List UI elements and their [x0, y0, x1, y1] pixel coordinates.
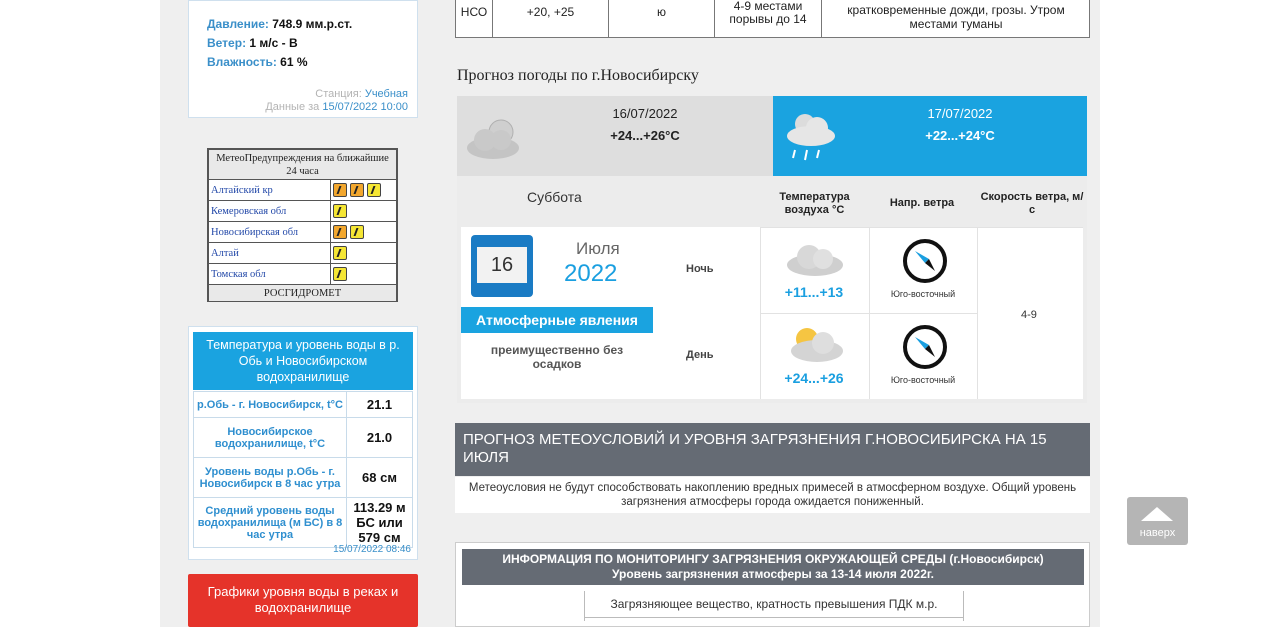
table-row: Уровень воды р.Обь - г. Новосибирск в 8 час утра 68 см: [194, 458, 413, 498]
atmospheric-description: преимущественно без осадков: [490, 343, 624, 371]
calendar-icon: [471, 235, 533, 297]
forecast-day-tab[interactable]: 16/07/2022 +24...+26°C: [457, 96, 773, 176]
humidity-row: Влажность: 61 %: [207, 55, 308, 69]
compass-icon: [901, 237, 949, 285]
forecast-title: Прогноз погоды по г.Новосибирску: [457, 67, 699, 84]
column-dir-header: Напр. ветра: [889, 197, 955, 209]
weekday-label: Суббота: [527, 189, 582, 205]
warning-icon: [350, 183, 364, 197]
pollution-forecast-text: Метеоусловия не будут способствовать накоплению вредных примесей в атмосферном воздухе. Общий уровень загрязнения атмосферы города ожидается пониженный.: [455, 477, 1090, 513]
cloud-icon: [783, 237, 845, 279]
column-speed-header: Скорость ветра, м/с: [980, 191, 1084, 216]
warning-icon: [333, 204, 347, 218]
column-temp-header: Температура воздуха °C: [779, 191, 850, 216]
warning-icon: [333, 183, 347, 197]
warning-row: [209, 201, 397, 222]
warning-region-link[interactable]: Томская обл: [209, 264, 331, 285]
pressure-value: 748.9 мм.р.ст.: [272, 17, 353, 31]
cloud-sun-icon: [783, 323, 845, 365]
compass-icon: [901, 323, 949, 371]
month-label: Июля: [576, 239, 620, 258]
water-level-panel: [188, 326, 418, 560]
back-to-top-button[interactable]: наверх: [1127, 497, 1188, 545]
warning-row: [209, 222, 397, 243]
meteo-warnings-table: [207, 148, 398, 302]
arrow-up-icon: [1141, 507, 1173, 521]
night-wind-direction: Юго-восточный: [890, 289, 956, 299]
water-panel-title: Температура и уровень воды в р. Обь и Новосибирском водохранилище: [193, 332, 413, 390]
day-label: День: [686, 349, 714, 361]
year-label: 2022: [564, 260, 618, 287]
water-timestamp: 15/07/2022 08:46: [333, 544, 411, 555]
table-row: р.Обь - г. Новосибирск, t°C 21.1: [194, 392, 413, 418]
warning-region-link[interactable]: Алтай: [209, 243, 331, 264]
monitoring-header: ИНФОРМАЦИЯ ПО МОНИТОРИНГУ ЗАГРЯЗНЕНИЯ ОКРУЖАЮЩЕЙ СРЕДЫ (г.Новосибирск) Уровень загрязнения атмосферы за 13-14 июля 2022г.: [462, 549, 1084, 585]
current-weather-panel: [188, 0, 418, 118]
pollution-forecast-header: ПРОГНОЗ МЕТЕОУСЛОВИЙ И УРОВНЯ ЗАГРЯЗНЕНИЯ Г.НОВОСИБИРСКА НА 15 ИЮЛЯ: [455, 423, 1090, 476]
table-row: Средний уровень воды водохранилища (м БС) в 8 час утра 113.29 м БС или 579 см: [194, 498, 413, 548]
wind-row: Ветер: 1 м/с - В: [207, 36, 298, 50]
night-label: Ночь: [686, 263, 714, 275]
table-row: Новосибирское водохранилище, t°C 21.0: [194, 418, 413, 458]
night-temp: +11...+13: [784, 284, 844, 300]
warnings-footer: РОСГИДРОМЕТ: [209, 285, 397, 302]
warning-icon: [333, 267, 347, 281]
humidity-value: 61 %: [280, 55, 308, 69]
warning-icon: [333, 246, 347, 260]
data-timestamp: Данные за 15/07/2022 10:00: [265, 101, 408, 113]
station-link[interactable]: Учебная: [364, 88, 408, 100]
warning-row: [209, 243, 397, 264]
region-forecast-table: НСО +20, +25 ю 4-9 местами порывы до 14 кратковременные дожди, грозы. Утром местами туманы: [455, 0, 1090, 38]
wind-speed: 4-9: [1021, 309, 1037, 321]
warning-icon: [367, 183, 381, 197]
forecast-widget: [457, 96, 1087, 403]
warning-region-link[interactable]: Новосибирская обл: [209, 222, 331, 243]
wind-value: 1 м/с - В: [249, 36, 298, 50]
station-info: Станция: Учебная: [315, 88, 408, 100]
monitoring-panel: [455, 542, 1090, 627]
atmospheric-label: Атмосферные явления: [461, 307, 653, 333]
warning-icon: [350, 225, 364, 239]
warnings-header: МетеоПредупреждения на ближайшие 24 часа: [209, 150, 397, 180]
warning-row: [209, 180, 397, 201]
forecast-grid: [461, 227, 1083, 399]
warning-icon: [333, 225, 347, 239]
calendar-day: 16: [477, 247, 527, 283]
warning-region-link[interactable]: Кемеровская обл: [209, 201, 331, 222]
pressure-row: Давление: 748.9 мм.р.ст.: [207, 17, 353, 31]
day-temp: +24...+26: [784, 370, 844, 386]
monitoring-column-header: Загрязняющее вещество, кратность превышения ПДК м.р.: [584, 591, 964, 621]
warning-row: [209, 264, 397, 285]
forecast-day-tab-active[interactable]: 17/07/2022 +22...+24°C: [773, 96, 1087, 176]
day-wind-direction: Юго-восточный: [890, 375, 956, 385]
water-graphs-button[interactable]: Графики уровня воды в реках и водохранилище: [188, 574, 418, 627]
warning-region-link[interactable]: Алтайский кр: [209, 180, 331, 201]
